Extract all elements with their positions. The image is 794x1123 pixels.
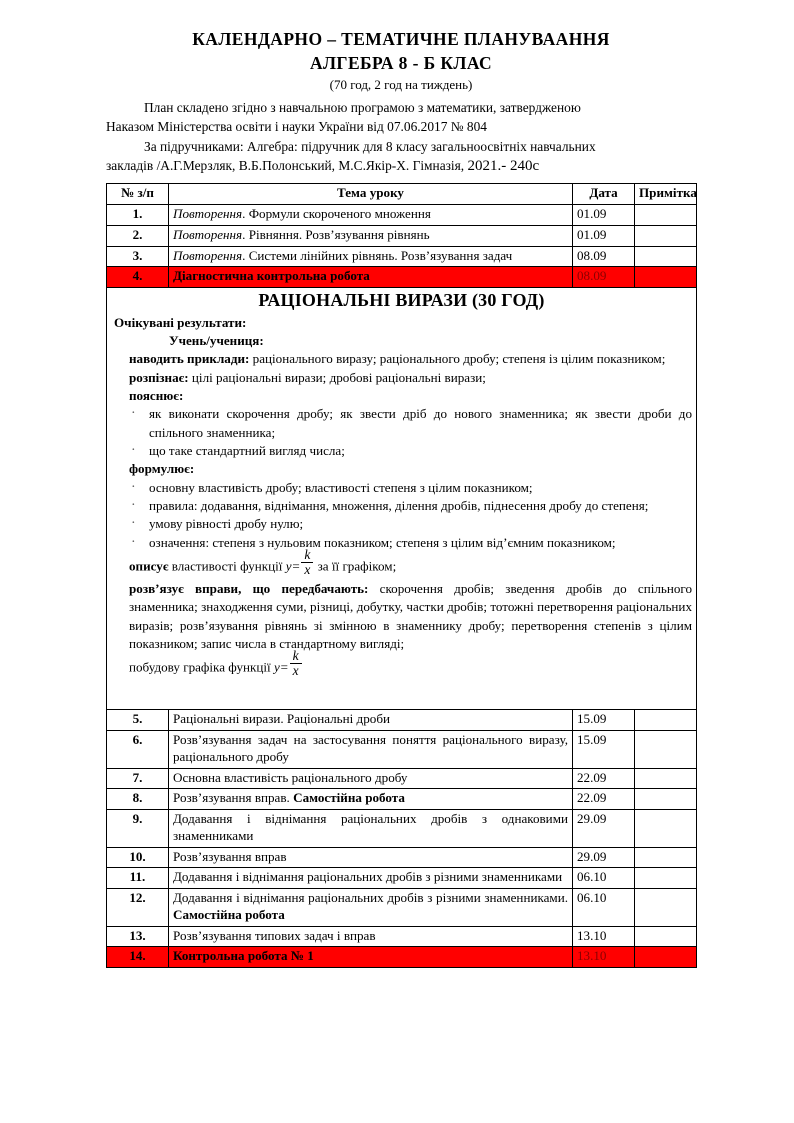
title-line-2: АЛГЕБРА 8 - Б КЛАС bbox=[309, 53, 493, 74]
graph-text: побудову графіка функції bbox=[129, 659, 274, 675]
row-note bbox=[635, 889, 697, 927]
row-number: 12. bbox=[107, 889, 169, 927]
intro-paragraph-2 bbox=[106, 137, 696, 156]
table-row bbox=[107, 810, 697, 848]
row-theme: Контрольна робота № 1 bbox=[169, 947, 573, 968]
row-theme bbox=[169, 789, 573, 810]
section-cell bbox=[107, 288, 697, 710]
intro-paragraph-2-cont bbox=[106, 156, 696, 177]
row-number: 8. bbox=[107, 789, 169, 810]
row-date: 15.09 bbox=[573, 731, 635, 769]
recognizes-label: розпізнає: bbox=[129, 369, 189, 385]
list-item: · означення: степеня з нульовим показником; степеня з цілим від’ємним показником; bbox=[127, 534, 692, 552]
row-theme bbox=[169, 926, 573, 947]
row-number: 11. bbox=[107, 868, 169, 889]
title-subtitle: (70 год, 2 год на тиждень) bbox=[329, 77, 473, 93]
row-date: 06.10 bbox=[573, 868, 635, 889]
row-date: 08.09 bbox=[573, 246, 635, 267]
table-row bbox=[107, 225, 697, 246]
row-theme-text: Основна властивість раціонального дробу bbox=[173, 769, 408, 785]
expected-results-label: Очікувані результати: bbox=[114, 314, 247, 330]
row-date: 22.09 bbox=[573, 768, 635, 789]
row-note bbox=[635, 710, 697, 731]
describes-text-b: за її графіком; bbox=[314, 558, 397, 574]
row-theme-text: Розв’язування задач на застосування поняття раціонального виразу, раціонального дробу bbox=[173, 732, 568, 764]
table-row bbox=[107, 768, 697, 789]
column-header-date: Дата bbox=[573, 184, 635, 205]
title-line-1: КАЛЕНДАРНО – ТЕМАТИЧНЕ ПЛАНУВААННЯ bbox=[192, 29, 610, 49]
lesson-plan-table bbox=[106, 183, 697, 968]
row-theme bbox=[169, 246, 573, 267]
row-date: 06.10 bbox=[573, 889, 635, 927]
list-item: · як виконати скорочення дробу; як звести дріб до нового знаменника; як звести дроби до спільного знаменника; bbox=[127, 405, 692, 442]
table-row-control-work bbox=[107, 267, 697, 288]
row-theme-text: Додавання і віднімання раціональних дробів з однаковими знаменниками bbox=[173, 811, 568, 843]
row-date: 22.09 bbox=[573, 789, 635, 810]
describes-fraction bbox=[301, 548, 313, 576]
graph-fraction bbox=[290, 649, 302, 677]
row-theme-text: Розв’язування вправ bbox=[173, 848, 287, 864]
row-note bbox=[635, 847, 697, 868]
fraction-denominator: x bbox=[301, 562, 313, 577]
explains-list bbox=[111, 405, 692, 460]
row-theme-rest: . Системи лінійних рівнянь. Розв’язування задач bbox=[242, 247, 513, 263]
row-theme-bold: Самостійна робота bbox=[173, 906, 285, 922]
table-row bbox=[107, 789, 697, 810]
gives-examples-label: наводить приклади: bbox=[129, 351, 250, 367]
row-theme-rest: . Формули скороченого множення bbox=[242, 206, 431, 222]
row-theme-text: Додавання і віднімання раціональних дробів з різними знаменниками bbox=[173, 869, 563, 885]
list-item: · умову рівності дробу нулю; bbox=[127, 515, 692, 533]
row-date: 01.09 bbox=[573, 225, 635, 246]
row-theme-italic: Повторення bbox=[173, 226, 243, 242]
row-note bbox=[635, 225, 697, 246]
solves-label: розв’язує вправи, що передбачають: bbox=[129, 580, 369, 596]
row-theme bbox=[169, 710, 573, 731]
row-number: 13. bbox=[107, 926, 169, 947]
intro-text-2c: 2021.- 240с bbox=[467, 158, 540, 175]
column-header-number: № з/п bbox=[107, 184, 169, 205]
describes-equation-lhs: y= bbox=[285, 558, 301, 574]
page-title bbox=[106, 28, 696, 94]
intro-paragraph-1 bbox=[106, 98, 696, 117]
row-theme bbox=[169, 847, 573, 868]
row-theme-text: Додавання і віднімання раціональних дробів з різними знаменниками. bbox=[173, 890, 568, 906]
table-row bbox=[107, 710, 697, 731]
row-note bbox=[635, 947, 697, 968]
row-theme bbox=[169, 205, 573, 226]
explains-label: пояснює: bbox=[129, 388, 184, 404]
list-item: · що таке стандартний вигляд числа; bbox=[127, 442, 692, 460]
row-number: 3. bbox=[107, 246, 169, 267]
row-note bbox=[635, 868, 697, 889]
row-date: 29.09 bbox=[573, 810, 635, 848]
graph-line bbox=[111, 648, 692, 681]
graph-equation-lhs: y= bbox=[273, 659, 289, 675]
row-date: 15.09 bbox=[573, 710, 635, 731]
row-note bbox=[635, 926, 697, 947]
row-number: 2. bbox=[107, 225, 169, 246]
table-header-row bbox=[107, 184, 697, 205]
recognizes-text: цілі раціональні вирази; дробові раціональні вирази; bbox=[188, 369, 486, 385]
intro-text-1b: Наказом Міністерства освіти і науки України від 07.06.2017 № 804 bbox=[106, 119, 487, 135]
section-spacer bbox=[111, 681, 692, 707]
section-title: РАЦІОНАЛЬНІ ВИРАЗИ (30 ГОД) bbox=[258, 290, 545, 311]
row-number: 10. bbox=[107, 847, 169, 868]
formulates-label: формулює: bbox=[129, 461, 195, 477]
fraction-numerator: k bbox=[292, 648, 299, 664]
row-number: 14. bbox=[107, 947, 169, 968]
intro-text-1a: План складено згідно з навчальною програмою з математики, затвердженою bbox=[144, 100, 581, 116]
row-note bbox=[635, 731, 697, 769]
list-item: · основну властивість дробу; властивості степеня з цілим показником; bbox=[127, 479, 692, 497]
row-date: 29.09 bbox=[573, 847, 635, 868]
row-number: 9. bbox=[107, 810, 169, 848]
row-note bbox=[635, 267, 697, 288]
table-row-control-work bbox=[107, 947, 697, 968]
section-body bbox=[111, 314, 692, 708]
solves-line bbox=[111, 580, 692, 653]
table-row bbox=[107, 926, 697, 947]
row-theme-rest: . Рівняння. Розв’язування рівнянь bbox=[242, 226, 430, 242]
row-theme-text: Розв’язування вправ. bbox=[173, 790, 294, 806]
table-row bbox=[107, 889, 697, 927]
gives-examples-text: раціонального виразу; раціонального дробу; степеня із цілим показником; bbox=[249, 351, 666, 367]
describes-line bbox=[111, 547, 692, 580]
describes-text-a: властивості функції bbox=[168, 558, 286, 574]
row-theme bbox=[169, 868, 573, 889]
pupil-label: Учень/учениця: bbox=[169, 333, 264, 349]
row-number: 6. bbox=[107, 731, 169, 769]
row-theme-text: Раціональні вирази. Раціональні дроби bbox=[173, 711, 390, 727]
recognizes-line bbox=[111, 369, 692, 387]
formulates-list bbox=[111, 479, 692, 552]
intro-text-2b: закладів /А.Г.Мерзляк, В.Б.Полонський, М.С.Якір-Х. Гімназія, bbox=[106, 158, 468, 174]
row-note bbox=[635, 810, 697, 848]
table-row bbox=[107, 847, 697, 868]
row-date: 13.10 bbox=[573, 926, 635, 947]
intro-text-2a: За підручниками: Алгебра: підручник для 8 класу загальноосвітніх навчальних bbox=[144, 139, 596, 155]
table-row-section bbox=[107, 288, 697, 710]
row-note bbox=[635, 205, 697, 226]
table-row bbox=[107, 731, 697, 769]
row-note bbox=[635, 768, 697, 789]
row-date: 01.09 bbox=[573, 205, 635, 226]
describes-label: описує bbox=[129, 558, 169, 574]
list-item: · правила: додавання, віднімання, множення, ділення дробів, піднесення дробу до степеня; bbox=[127, 497, 692, 515]
fraction-numerator: k bbox=[304, 547, 311, 563]
row-theme bbox=[169, 889, 573, 927]
table-row bbox=[107, 246, 697, 267]
row-theme bbox=[169, 731, 573, 769]
row-theme: Діагностична контрольна робота bbox=[169, 267, 573, 288]
fraction-denominator: x bbox=[290, 663, 302, 678]
row-number: 1. bbox=[107, 205, 169, 226]
row-note bbox=[635, 246, 697, 267]
row-theme-italic: Повторення bbox=[173, 247, 243, 263]
row-number: 5. bbox=[107, 710, 169, 731]
solves-text: скорочення дробів; зведення дробів до спільного знаменника; знаходження суми, різниці, добутку, частки дробів; тотожні перетворення раціональних виразів; розв’язування рівнянь зі змінною в знаменнику дробу; перетворення степенів з цілим показником; запис числа в стандартному вигляді; bbox=[129, 580, 692, 651]
row-number: 7. bbox=[107, 768, 169, 789]
row-theme bbox=[169, 768, 573, 789]
row-theme-bold: Самостійна робота bbox=[293, 790, 405, 806]
row-date: 13.10 bbox=[573, 947, 635, 968]
column-header-theme: Тема уроку bbox=[169, 184, 573, 205]
table-row bbox=[107, 868, 697, 889]
row-date: 08.09 bbox=[573, 267, 635, 288]
row-theme bbox=[169, 225, 573, 246]
intro-paragraph-1-cont bbox=[106, 117, 696, 136]
column-header-note: Примітка bbox=[635, 184, 697, 205]
gives-examples-line bbox=[111, 350, 692, 368]
row-theme bbox=[169, 810, 573, 848]
row-number: 4. bbox=[107, 267, 169, 288]
table-row bbox=[107, 205, 697, 226]
intro-block bbox=[106, 98, 696, 177]
row-theme-italic: Повторення bbox=[173, 206, 243, 222]
row-theme-text: Розв’язування типових задач і вправ bbox=[173, 927, 376, 943]
row-note bbox=[635, 789, 697, 810]
